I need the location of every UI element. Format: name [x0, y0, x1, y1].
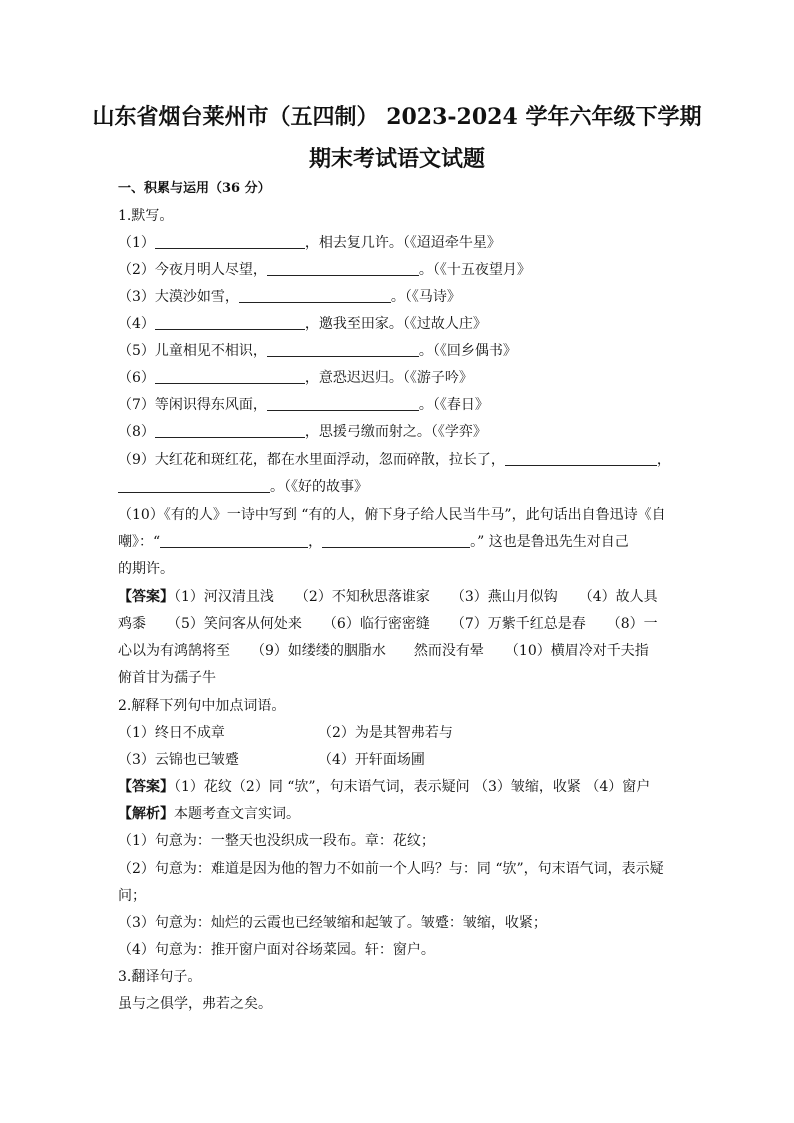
q1-answer-line4: 俯首甘为孺子牛 [118, 670, 216, 686]
answer-blank[interactable] [322, 533, 470, 548]
q1-item-1: （1） ，相去复几许。（《迢迢牵牛星》 [118, 235, 501, 251]
q2-analysis-2: （2）句意为：难道是因为他的智力不如前一个人吗？与：同 “欤”，句末语气词，表示疑 [118, 861, 664, 877]
q2-options-row2: （3）云锦也已皱蹙 （4）开轩面场圃 [118, 752, 425, 768]
q1-item-6: （6） ，意恐迟迟归。（《游子吟》 [118, 370, 473, 386]
answer-blank[interactable] [267, 396, 419, 411]
answer-blank[interactable] [160, 533, 308, 548]
q2-analysis: 【解析】本题考查文言实词。 [118, 806, 300, 822]
q1-item-2: （2）今夜月明人尽望， 。（《十五夜望月》 [118, 262, 531, 278]
q1-item-3: （3）大漠沙如雪， 。（《马诗》 [118, 289, 461, 305]
q1-answer-line3: 心以为有鸿鹄将至 （9）如缕缕的胭脂水 然而没有晕 （10）横眉冷对千夫指 [118, 643, 649, 659]
answer-blank[interactable] [239, 288, 391, 303]
q2-answer: 【答案】（1）花纹（2）同 “欤”，句末语气词，表示疑问 （3）皱缩，收紧 （4）窗户 [118, 779, 651, 795]
q1-item-9-line2: 。（《好的故事》 [118, 478, 368, 496]
answer-blank[interactable] [267, 261, 419, 276]
q3-sentence: 虽与之俱学，弗若之矣。 [118, 996, 272, 1012]
answer-tag: 【答案】 [118, 779, 174, 795]
q2-analysis-2b: 问； [118, 888, 146, 904]
analysis-tag: 【解析】 [118, 806, 174, 822]
q1-answer-line1: 【答案】（1）河汉清且浅 （2）不知秋思落谁家 （3）燕山月似钩 （4）故人具 [118, 589, 658, 605]
answer-blank[interactable] [155, 234, 305, 249]
q1-item-5: （5）儿童相见不相识， 。（《回乡偶书》 [118, 343, 517, 359]
question-3-heading: 3.翻译句子。 [118, 969, 202, 985]
q1-item-8: （8） ，思援弓缴而射之。（《学弈》 [118, 424, 487, 440]
q1-item-10-line1: （10）《有的人》一诗中写到 “有的人，俯下身子给人民当牛马”，此句话出自鲁迅诗《自 [118, 507, 666, 523]
q1-item-4: （4） ，邀我至田家。（《过故人庄》 [118, 316, 487, 332]
q1-item-9-line1: （9）大红花和斑红花，都在水里面浮动，忽而碎散，拉长了， ， [118, 452, 671, 468]
answer-blank[interactable] [505, 451, 657, 466]
question-1-heading: 1.默写。 [118, 208, 174, 224]
q1-item-10-line2: 嘲》：“ ， 。” 这也是鲁迅先生对自己 [118, 534, 629, 550]
q2-analysis-1: （1）句意为：一整天也没织成一段布。章：花纹； [118, 833, 435, 849]
document-title-line2: 期末考试语文试题 [308, 146, 485, 172]
section-heading: 一、积累与运用（36 分） [118, 181, 271, 196]
answer-blank[interactable] [118, 478, 270, 493]
q1-item-10-line3: 的期许。 [118, 561, 174, 577]
q2-analysis-4: （4）句意为：推开窗户面对谷场菜园。轩：窗户。 [118, 942, 435, 958]
answer-blank[interactable] [155, 423, 305, 438]
q2-options-row1: （1）终日不成章 （2）为是其智弗若与 [118, 725, 453, 741]
answer-blank[interactable] [155, 315, 305, 330]
answer-blank[interactable] [155, 369, 305, 384]
q1-answer-line2: 鸡黍 （5）笑问客从何处来 （6）临行密密缝 （7）万紫千红总是春 （8）一 [118, 616, 658, 632]
answer-blank[interactable] [267, 342, 419, 357]
q2-analysis-3: （3）句意为：灿烂的云霞也已经皱缩和起皱了。皱蹙：皱缩，收紧； [118, 915, 547, 931]
answer-tag: 【答案】 [118, 589, 174, 605]
document-title-line1: 山东省烟台莱州市（五四制） 2023-2024 学年六年级下学期 [92, 104, 702, 130]
q1-item-7: （7）等闲识得东风面， 。（《春日》 [118, 397, 489, 413]
question-2-heading: 2.解释下列句中加点词语。 [118, 698, 286, 714]
